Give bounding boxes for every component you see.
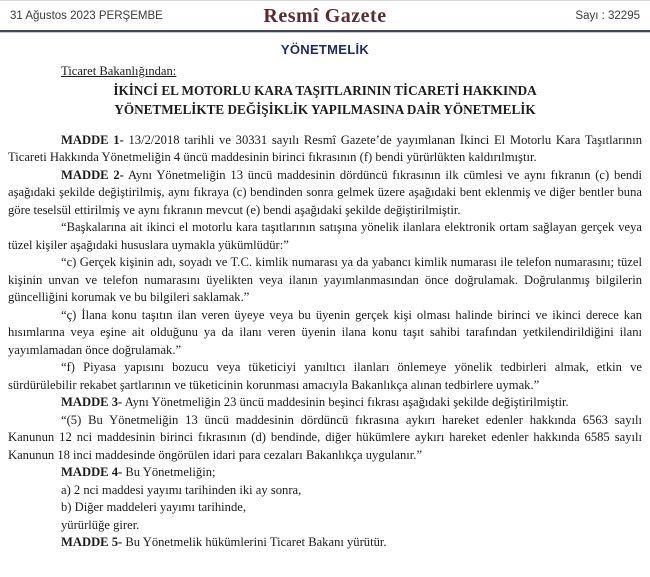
article-label: MADDE 2- <box>61 167 124 182</box>
article-label: MADDE 4- <box>61 465 123 479</box>
article-label: MADDE 1- <box>61 132 124 147</box>
body-paragraph <box>8 132 642 167</box>
issuing-authority-text: Ticaret Bakanlığından: <box>61 64 177 78</box>
paragraph-text: “(5) Bu Yönetmeliğin 13 üncü maddesinin dördüncü fıkrasına aykırı hareket edenler hakkında 6563 sayılı Kanunun 12 nci maddesinin birinci fıkrasının (d) bendinde, diğer hükümlere aykırı hareket edenler hakkında 6585 sayılı Kanunun 18 inci maddesinde öngörülen idari para cezaları Bakanlıkça uygulanır.” <box>8 412 642 462</box>
body-paragraph <box>8 359 642 394</box>
gazette-masthead: Resmî Gazete <box>263 4 387 27</box>
paragraph-text: Bu Yönetmeliğin; <box>122 465 216 479</box>
paragraph-text: Aynı Yönetmeliğin 23 üncü maddesinin beşinci fıkrası aşağıdaki şekilde değiştirilmiştir. <box>122 395 569 409</box>
regulation-title-line2: YÖNETMELİKTE DEĞİŞİKLİK YAPILMASINA DAİR YÖNETMELİK <box>114 101 536 117</box>
body-paragraph <box>8 412 642 465</box>
body-paragraph <box>8 464 642 482</box>
gazette-date: 31 Ağustos 2023 PERŞEMBE <box>10 10 163 22</box>
paragraph-text: yürürlüğe girer. <box>61 517 140 532</box>
body-paragraph <box>8 219 642 254</box>
section-heading: YÖNETMELİK <box>280 42 370 57</box>
paragraph-text: “f) Piyasa yapısını bozucu veya tüketiciyi yanıltıcı ilanları önlemeye yönelik tedbirleri almak, etkin ve sürdürülebilir rekabet şartlarının ve tüketicinin korunması amacıyla Bakanlıkça alınan tedbirlere uymak.” <box>8 360 642 392</box>
body-paragraph <box>8 517 642 535</box>
body-paragraph <box>8 394 642 412</box>
regulation-body <box>8 132 642 552</box>
body-paragraph <box>8 499 642 517</box>
paragraph-text: b) Diğer maddeleri yayımı tarihinde, <box>61 500 246 514</box>
paragraph-text: “Başkalarına ait ikinci el motorlu kara taşıtlarının satışına yönelik ilanlara elektronik ortam sağlayan gerçek veya tüzel kişiler aşağıdaki hususlara uymakla yükümlüdür:” <box>8 220 642 252</box>
article-label: MADDE 5- <box>61 535 123 549</box>
paragraph-text: 13/2/2018 tarihli ve 30331 sayılı Resmî Gazete’de yayımlanan İkinci El Motorlu Kara Taşıtlarının Ticareti Hakkında Yönetmeliğin 4 üncü maddesinin birinci fıkrasının (f) bendi yürürlükten kaldırılmıştır. <box>8 132 642 164</box>
body-paragraph <box>8 254 642 307</box>
body-paragraph <box>8 534 642 552</box>
paragraph-text: “c) Gerçek kişinin adı, soyadı ve T.C. kimlik numarası ya da yabancı kimlik numarası ile telefon numarasını; tüzel kişinin unvan ve telefon numarasını üyelikten veya ilanın yayımlanmasından önce doğrulamak. Doğrulanmış bilgilerin güncelliğini korumak ve bu bilgileri saklamak.” <box>8 255 642 304</box>
paragraph-text: “ç) İlana konu taşıtın ilan veren üyeye veya bu üyenin gerçek kişi olması halinde birinci ve ikinci derece kan hısımlarına veya eşine ait olduğunu ya da ilanı veren üyenin ilana konu taşıt sahibi tarafından yetkilendirildiğini ilanı yayımlamadan önce doğrulamak.” <box>8 307 642 357</box>
paragraph-text: Aynı Yönetmeliğin 13 üncü maddesinin dördüncü fıkrasının ilk cümlesi ve aynı fıkranın (c) bendi aşağıdaki şekilde değiştirilmiş, aynı fıkraya (c) bendinden sonra gelmek üzere aşağıdaki bent eklenmiş ve diğer bentler buna göre teselsül ettirilmiş ve aynı fıkranın mevcut (e) bendi aşağıdaki şekilde değiştirilmiştir. <box>8 167 642 217</box>
gazette-issue-number: Sayı : 32295 <box>575 10 640 22</box>
regulation-document <box>0 63 650 552</box>
paragraph-text: Bu Yönetmelik hükümlerini Ticaret Bakanı yürütür. <box>122 535 387 549</box>
body-paragraph <box>8 167 642 220</box>
paragraph-text: a) 2 nci maddesi yayımı tarihinden iki ay sonra, <box>61 482 302 497</box>
gazette-header <box>0 1 650 30</box>
regulation-title-line1: İKİNCİ EL MOTORLU KARA TAŞITLARININ TİCARETİ HAKKINDA <box>113 82 537 98</box>
body-paragraph <box>8 482 642 500</box>
issuing-authority <box>8 63 642 81</box>
header-divider <box>0 30 650 33</box>
body-paragraph <box>8 307 642 360</box>
article-label: MADDE 3- <box>61 395 123 409</box>
